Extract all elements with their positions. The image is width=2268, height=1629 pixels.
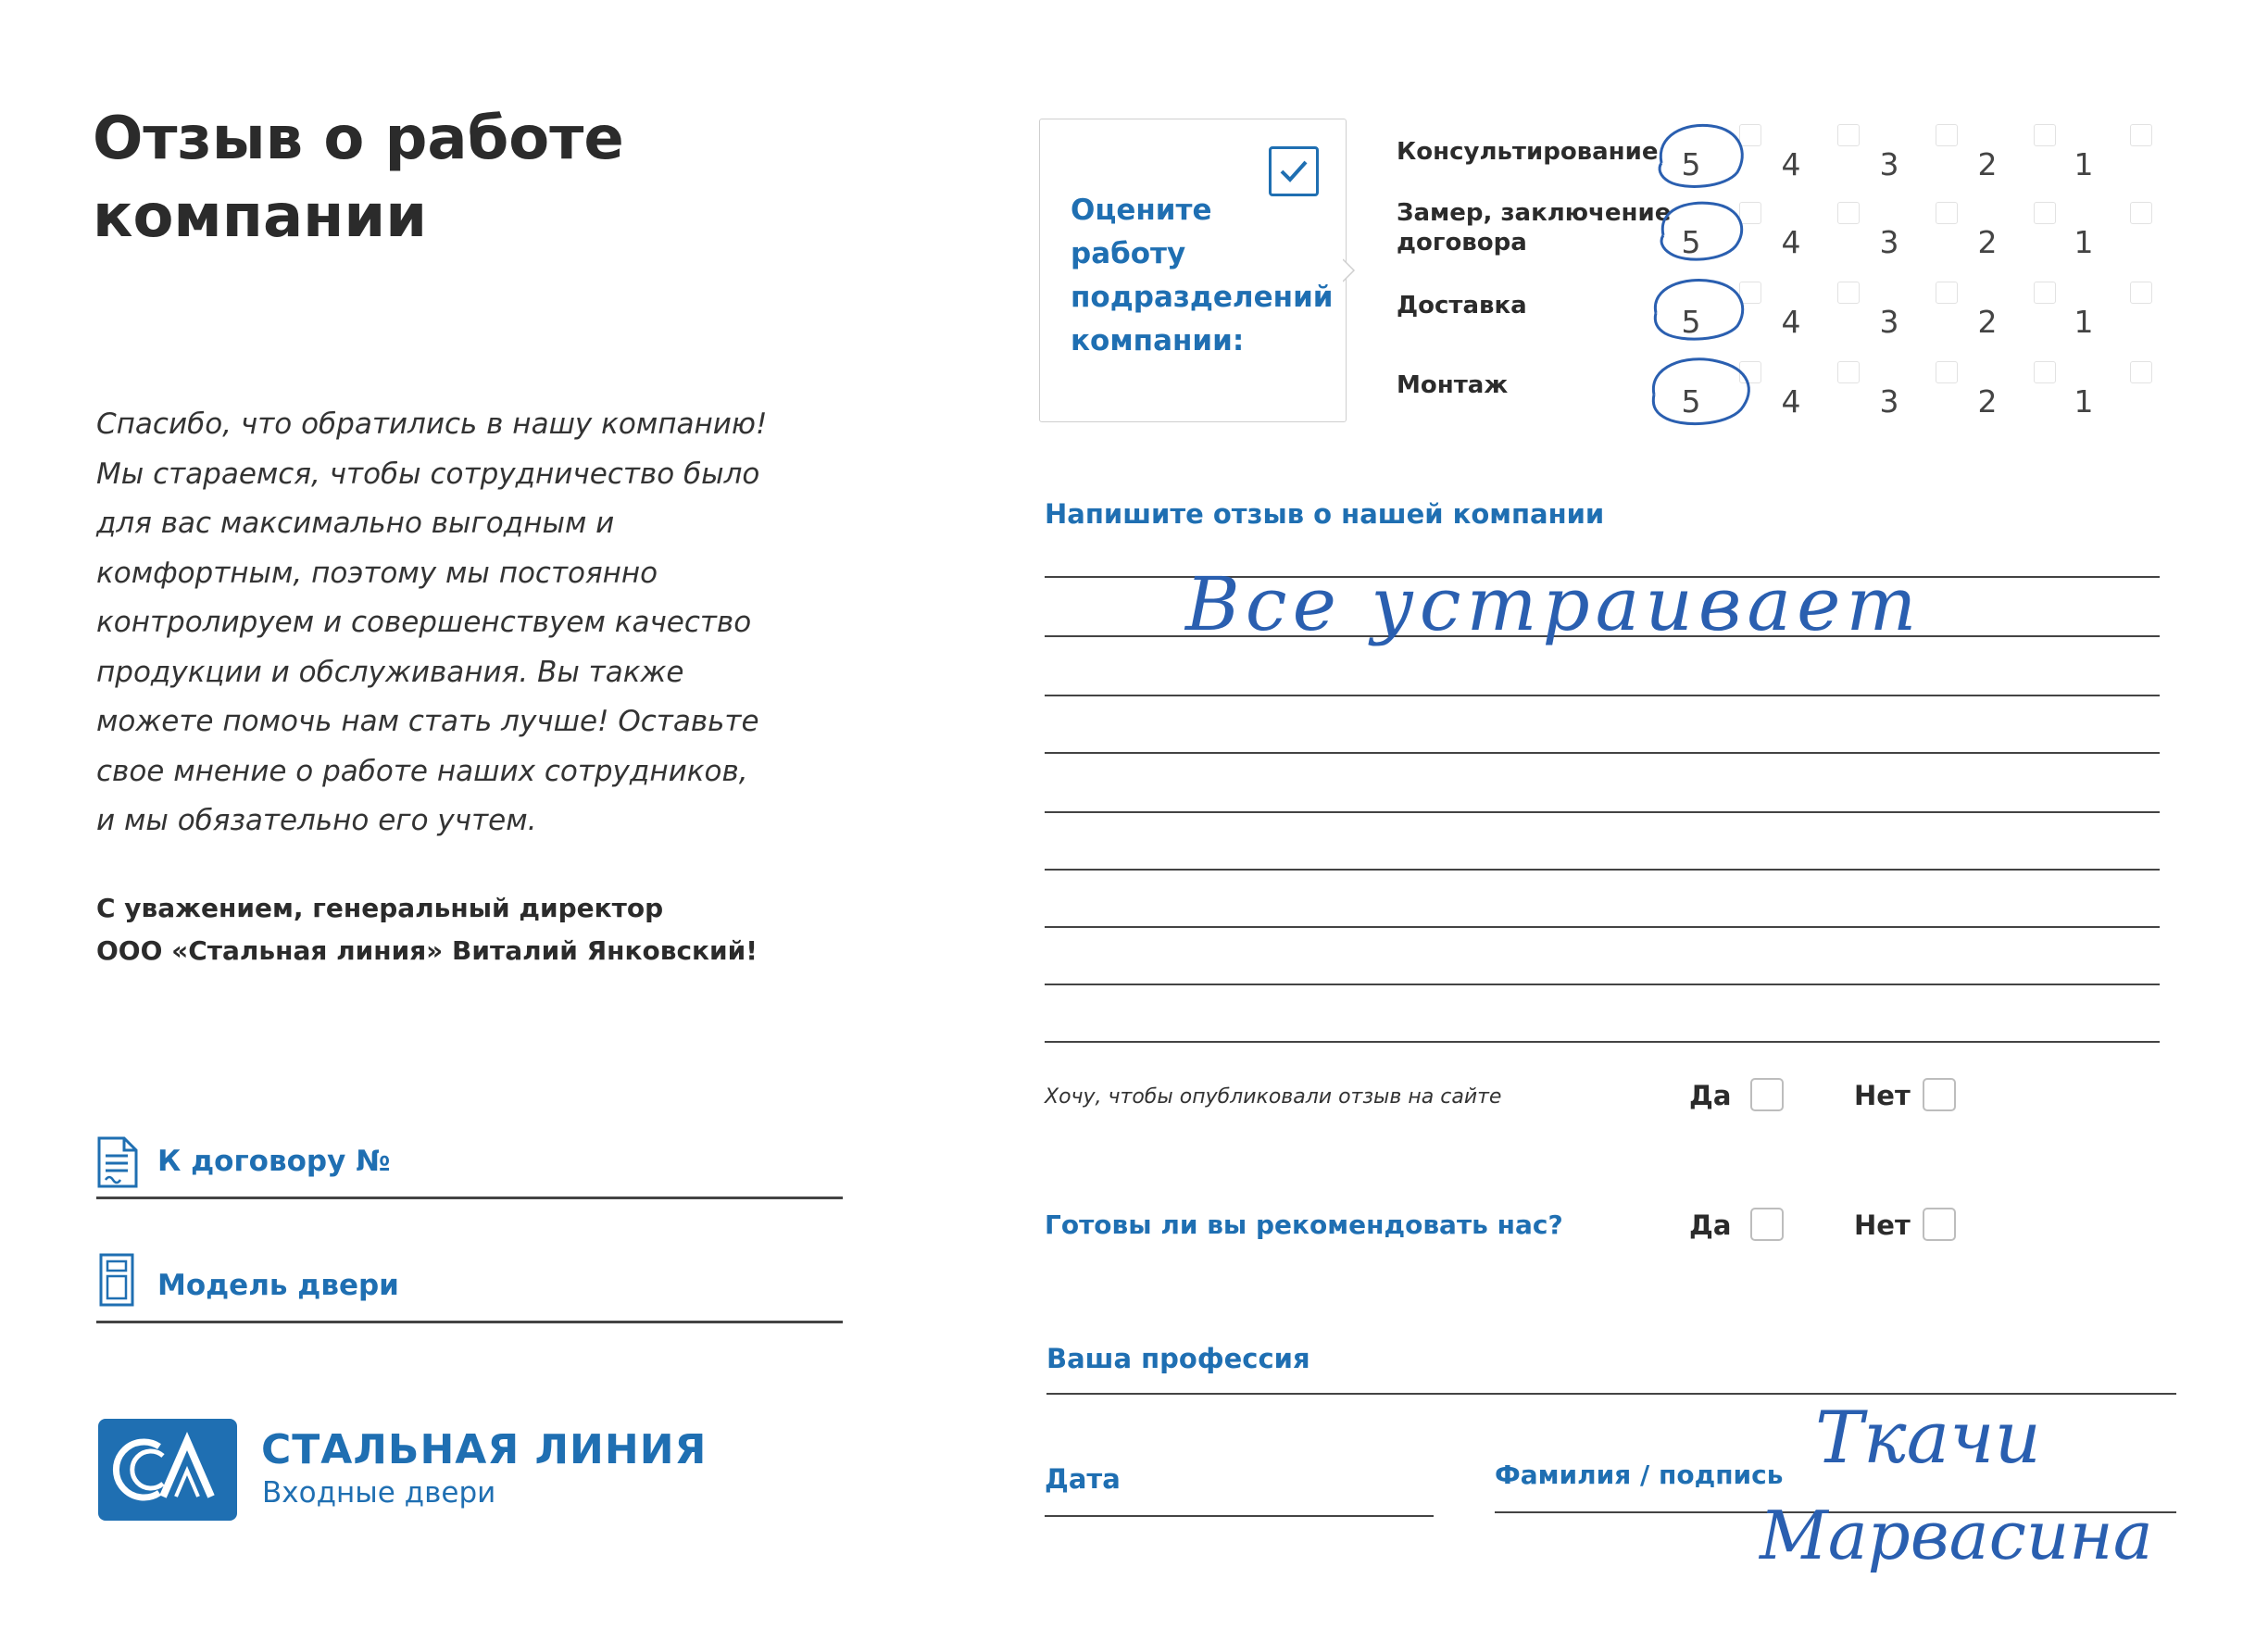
rating-row-label-line: Замер, заключение	[1397, 199, 1672, 227]
rating-checkbox[interactable]	[1837, 282, 1860, 304]
publish-yes-label: Да	[1689, 1080, 1732, 1111]
intro-line: для вас максимально выгодным и	[96, 507, 615, 540]
contract-number-input[interactable]	[96, 1197, 843, 1199]
rating-checkbox[interactable]	[2034, 282, 2056, 304]
rating-checkbox[interactable]	[2130, 361, 2152, 383]
intro-line: можете помочь нам стать лучше! Оставьте	[96, 705, 759, 738]
rating-prompt-line: подразделений	[1071, 281, 1334, 314]
rating-checkbox[interactable]	[2130, 124, 2152, 146]
profession-input[interactable]	[1046, 1393, 2176, 1395]
date-input[interactable]	[1045, 1515, 1434, 1517]
rating-row-measurement-label	[1397, 198, 1671, 257]
rating-checkbox[interactable]	[1837, 202, 1860, 224]
intro-text	[96, 400, 819, 846]
regards-line-1: С уважением, генеральный директор	[96, 893, 664, 923]
rating-checkbox[interactable]	[1936, 282, 1958, 304]
rating-option-1[interactable]: 1	[2074, 224, 2094, 260]
intro-line: и мы обязательно его учтем.	[96, 804, 537, 837]
rating-option-4[interactable]: 4	[1781, 304, 1801, 340]
door-model-label: Модель двери	[157, 1269, 399, 1302]
rating-option-5[interactable]: 5	[1681, 224, 1701, 260]
recommend-no-checkbox[interactable]	[1923, 1208, 1956, 1241]
door-model-input[interactable]	[96, 1321, 843, 1323]
date-label: Дата	[1045, 1463, 1121, 1495]
rating-option-2[interactable]: 2	[1977, 146, 1998, 182]
rating-option-1[interactable]: 1	[2074, 304, 2094, 340]
rating-option-2[interactable]: 2	[1977, 304, 1998, 340]
rating-option-5[interactable]: 5	[1681, 304, 1701, 340]
rating-checkbox[interactable]	[1936, 202, 1958, 224]
rating-option-1[interactable]: 1	[2074, 383, 2094, 420]
rating-option-3[interactable]: 3	[1879, 224, 1899, 260]
rating-option-2[interactable]: 2	[1977, 224, 1998, 260]
regards-signoff	[96, 887, 758, 972]
rating-checkbox[interactable]	[2130, 282, 2152, 304]
rating-row-delivery-label	[1397, 291, 1527, 320]
publish-no-checkbox[interactable]	[1923, 1078, 1956, 1111]
rating-prompt	[1071, 189, 1334, 363]
intro-line: свое мнение о работе наших сотрудников,	[96, 754, 748, 788]
intro-line: продукции и обслуживания. Вы также	[96, 655, 684, 689]
rating-row-label-line: договора	[1397, 229, 1527, 257]
rating-checkbox[interactable]	[2130, 202, 2152, 224]
regards-line-2: ООО «Стальная линия» Виталий Янковский!	[96, 935, 758, 966]
rating-row-label-line: Доставка	[1397, 292, 1527, 320]
rating-prompt-line: работу	[1071, 237, 1186, 270]
recommend-no-label: Нет	[1854, 1209, 1911, 1241]
rating-row-installation-label	[1397, 370, 1508, 400]
rating-option-5[interactable]: 5	[1681, 383, 1701, 420]
rating-row-label-line: Консультирование	[1397, 138, 1659, 166]
logo-ca-icon	[98, 1419, 237, 1521]
rating-checkbox[interactable]	[2034, 124, 2056, 146]
rating-checkbox[interactable]	[1936, 361, 1958, 383]
contract-label: К договору №	[157, 1145, 391, 1178]
box-pointer-icon	[1343, 257, 1358, 283]
publish-question: Хочу, чтобы опубликовали отзыв на сайте	[1045, 1085, 1502, 1109]
page-title-line-1: Отзыв о работе	[93, 105, 624, 173]
company-logo-mark	[98, 1419, 237, 1521]
rating-prompt-line: Оцените	[1071, 194, 1212, 227]
rating-option-3[interactable]: 3	[1879, 304, 1899, 340]
page-title-line-2: компании	[93, 182, 428, 251]
rating-option-3[interactable]: 3	[1879, 383, 1899, 420]
profession-label: Ваша профессия	[1046, 1343, 1310, 1374]
page-title	[93, 100, 624, 256]
company-name: СТАЛЬНАЯ ЛИНИЯ	[261, 1426, 708, 1473]
rating-checkbox[interactable]	[1837, 124, 1860, 146]
publish-yes-checkbox[interactable]	[1750, 1078, 1784, 1111]
rating-checkbox[interactable]	[1837, 361, 1860, 383]
recommend-yes-checkbox[interactable]	[1750, 1208, 1784, 1241]
document-icon	[96, 1135, 139, 1189]
intro-line: контролируем и совершенствуем качество	[96, 606, 752, 639]
rating-option-3[interactable]: 3	[1879, 146, 1899, 182]
handwritten-surname: Марвасина	[1760, 1497, 2153, 1574]
publish-no-label: Нет	[1854, 1080, 1911, 1111]
rating-row-label-line: Монтаж	[1397, 371, 1509, 399]
rating-option-4[interactable]: 4	[1781, 146, 1801, 182]
rating-checkbox[interactable]	[2034, 361, 2056, 383]
rating-prompt-line: компании:	[1071, 324, 1245, 357]
recommend-question: Готовы ли вы рекомендовать нас?	[1045, 1209, 1563, 1240]
handwritten-signature: Ткачи	[1815, 1397, 2041, 1480]
rating-option-4[interactable]: 4	[1781, 383, 1801, 420]
intro-line: комфортным, поэтому мы постоянно	[96, 556, 658, 590]
company-tagline: Входные двери	[262, 1476, 496, 1510]
door-icon	[98, 1252, 135, 1308]
rating-option-1[interactable]: 1	[2074, 146, 2094, 182]
intro-line: Спасибо, что обратились в нашу компанию!	[96, 407, 768, 441]
rating-option-2[interactable]: 2	[1977, 383, 1998, 420]
intro-line: Мы стараемся, чтобы сотрудничество было	[96, 457, 760, 491]
rating-checkbox[interactable]	[1936, 124, 1958, 146]
rating-option-4[interactable]: 4	[1781, 224, 1801, 260]
handwritten-selection-circles	[1648, 117, 1760, 469]
rating-option-5[interactable]: 5	[1681, 146, 1701, 182]
signature-label: Фамилия / подпись	[1495, 1460, 1784, 1490]
recommend-yes-label: Да	[1689, 1209, 1732, 1241]
rating-checkbox[interactable]	[2034, 202, 2056, 224]
review-heading: Напишите отзыв о нашей компании	[1045, 498, 1605, 530]
rating-row-consulting-label	[1397, 137, 1659, 167]
handwritten-review: Все устраивает	[1185, 561, 1923, 647]
